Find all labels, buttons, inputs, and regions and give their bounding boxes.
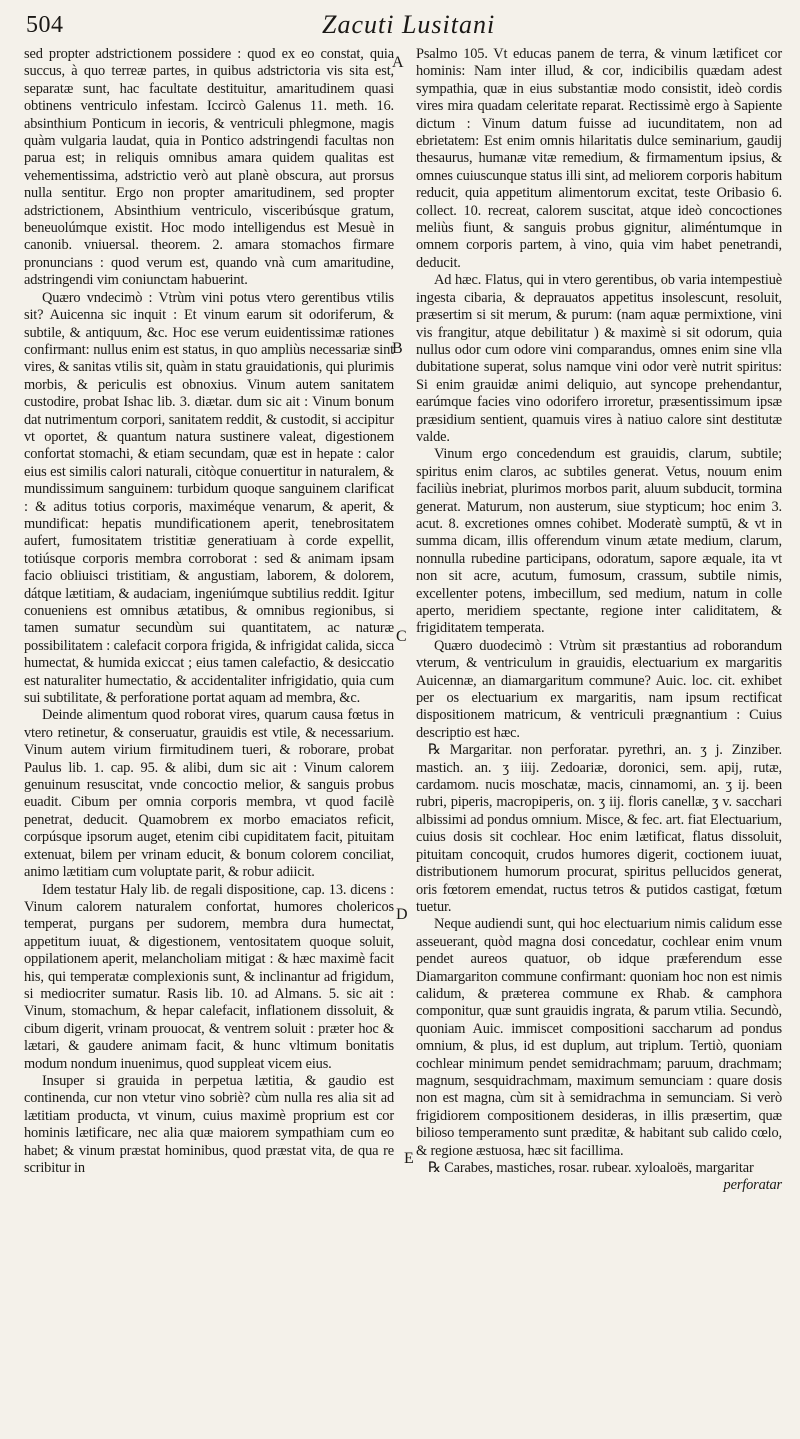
paragraph: Ad hæc. Flatus, qui in vtero gerentibus, ob varia intempestiuè ingesta cibaria, & deprauatos appetitus insolescunt, resoluit, præsertim si sit merum, & purum: (nam aquæ permixtione, vini vis frangitur, atque debilitatur ) & maximè si sit odorum, quia nullus odor cum odore vini comparandus, omnes enim sine vlla dubitatione superat, solus namque vini odor verè nutrit spiritus: Si enim grauidæ animi deliquio, aut syncope prehendantur, earúmque facies vino odorifero irroretur, præsentissimum ipsæ præsidium sentient, quamuis vires à natiuo calore sint destitutæ valde. [416, 272, 782, 445]
paragraph: Vinum ergo concedendum est grauidis, clarum, subtile; spiritus enim claros, ac subtiles generat. Vetus, nouum enim faciliùs inebriat, plurimos morbos parit, aluum subducit, tormina generat. Maturum, non austerum, siue stypticum; hoc enim 3. acut. 8. excretiones omnes cohibet. Moderatè sumptū, & vt in summa dicam, illis offerendum vinum ætate medium, clarum, nonnulla rubedine participans, odoratum, sapore æquale, ita vt non sit acre, acutum, fumosum, crassum, subtile nimis, excellenter potens, imbecillum, sed medium, natum in colle aperto, meridiem spectante, regione inter caliditatem, & frigiditatem temperata. [416, 446, 782, 637]
paragraph: Psalmo 105. Vt educas panem de terra, & vinum lætificet cor hominis: Nam inter illud, & cor, indicibilis quædam adest sympathia, quæ in eius substantiæ modo consistit, ideò cordis vires mira quadam celeritate reparat. Rectissimè ergo à Sapiente dictum : Vinum datum fuisse ad iucunditatem, non ad ebrietatem: Est enim omnis hilaritatis dulce seminarium, gaudij thesaurus, humanæ vitæ remedium, & firmamentum ipsius, & omnes cuiuscunque status illi sint, ad meliorem corporis habitum reducit, quia appetitum alimentorum excitat, teste Oribasio 6. collect. 10. recreat, calorem suscitat, atque ideò concoctiones meliùs fiunt, & sanguis probus gignitur, aliméntumque in omnem corporis partem, à vino, quia vim habet penetrandi, deducit. [416, 46, 782, 271]
paragraph: Neque audiendi sunt, qui hoc electuarium nimis calidum esse asseuerant, quòd magna dosi concedatur, cochlear enim vnum pendet aureos quatuor, ob idque præferendum esse Diamargariton commune confirmant: quoniam hoc non est nimis calidum, & præterea commune ex Rhab. & camphora componitur, quæ sunt grauidis ingrata, & parum vtilia. Secundò, quoniam Auic. immiscet compositioni saccharum ad pondus omnium, & plus, id est duplum, aut triplum. Tertiò, quoniam cochlear minimum pendet semidrachmam; paruum, drachmam; magnum, sesquidrachmam, maximum semunciam : quare dosis non est magna, cùm sit à semidrachma in semunciam. Si verò frigidiorem compositionem desideras, in illis præsertim, quæ bilioso temperamento sunt præditæ, & habitant sub calido cœlo, & regione æstuosa, hæc sit facillima. [416, 916, 782, 1159]
page-header [22, 6, 778, 46]
paragraph: Quæro vndecimò : Vtrùm vini potus vtero gerentibus vtilis sit? Auicenna sic inquit : Et vinum earum sit odoriferum, & subtile, & antiquum, &c. Hoc ese verum euidentissimæ rationes confirmant: nullus enim est status, in quo ampliùs necessariæ sint vires, & sanitas vtilis sit, quàm in statu grauidationis, qui plurimis morbis, & periculis est obnoxius. Vinum autem sanitatem custodire, probat Ishac lib. 3. diætar. dum sic ait : Vinum bonum dat nutrimentum corpori, sanitatem reddit, & custodit, si accipitur vt oportet, & quantum natura sustinere valeat, digestionem confortat stomachi, & etiam secundam, quæ est in hepate : calor eius est similis calori naturali, citòque conuertitur in naturalem, & mundissimum sanguinem: turbidum quoque sanguinem clarificat : & aditus totius corporis, maximéque venarum, & aperit, & mundificat: hepatis mundificationem aperit, tenebrositatem aufert, fumositatem tristitiæ generatiuam à corde expellit, totiúsque corporis membra corroborat : sed & animam ipsam facio obliuisci tristitiam, & angustiam, laborem, & dolorem, dátque lætitiam, & audaciam, ingeniúmque subtilius reddit. Igitur conueniens est omnibus ætatibus, & omnibus regionibus, si tamen sumatur secundùm sui quantitatem, ac naturæ possibilitatem : calefacit corpora frigida, & infrigidat calida, sicca humectat, & humida exiccat ; eius tamen calefactio, & desiccatio est naturaliter humectatio, & accidentaliter infrigidatio, quia cum sui subtilitate, & perforatione portat aquam ad membra, &c. [24, 289, 394, 707]
recipe-paragraph: ℞ Carabes, mastiches, rosar. rubear. xyloaloës, margaritar [428, 1160, 754, 1176]
left-column [24, 46, 394, 1177]
catchword: perforatar [723, 1177, 782, 1194]
right-column [416, 46, 782, 1195]
paragraph: Deinde alimentum quod roborat vires, quarum causa fœtus in vtero retinetur, & conseruatur, grauidis est vtile, & necessarium. Vinum autem virium firmitudinem tueri, & roborare, probat Paulus lib. 1. cap. 95. & alibi, dum sic ait : Vinum calorem genuinum resuscitat, vnde concoctio melior, & sanguis probus euadit. Cibum per omnia corporis membra, vt quod facilè penetrat, deducit. Quamobrem ex morbo emaciatos reficit, corpúsque ipsorum auget, etenim cibi cupiditatem facit, pituitam extenuat, bilem per vrinam educit, & bonum colorem conciliat, animo lætitiam cum voluptate parit, & robur adiicit. [24, 707, 394, 881]
page-number: 504 [26, 12, 64, 38]
paragraph: sed propter adstrictionem possidere : quod ex eo constat, quia succus, à quo terreæ partes, in quibus adstrictoria vis sita est, separatæ sunt, hac facultate destituitur, amaritudinem quasi obtinens ventriculo infestam. Iccircò Galenus 11. meth. 16. absinthium Ponticum in iecoris, & ventriculi phlegmone, magis quàm vulgaria laudat, quia in Pontico adstringendi facultas non parua est; in reliquis omnibus amara quidem qualitas est vehementissima, adstrictio verò aut planè obscura, aut prorsus nulla sentitur. Ergo non propter amaritudinem, sed propter adstrictionem, Absinthium ventriculo, visceribúsque gratum, beneuolúmque existit. Hoc modo intelligendus est Mesuè in canonib. vniuersal. theorem. 2. amara stomachos firmare pronuncians : quod verum est, quando vnà cum amaritudine, adstringendi vim coniunctam habuerint. [24, 46, 394, 289]
margin-letter-d: D [396, 906, 408, 923]
margin-letter-c: C [396, 628, 407, 645]
margin-letter-e: E [404, 1150, 414, 1167]
margin-letter-b: B [392, 340, 403, 357]
paragraph: Insuper si grauida in perpetua lætitia, & gaudio est continenda, cur non vtetur vino sobriè? cùm nulla res alia sit ad lætitiam producta, vt vinum, cuius maximè proprium est cor hominis lætificare, nec alia quæ maiorem sympathiam cum eo habet; & vinum præstat hominibus, quod præstat vita, de qua re scribitur in [24, 1072, 394, 1176]
recipe-paragraph: ℞ Margaritar. non perforatar. pyrethri, an. ʒ j. Zinziber. mastich. an. ʒ iiij. Zedoariæ, doronici, sem. apij, rutæ, cardamom. nucis moschatæ, macis, cinnamomi, an. ʒ ij. been rubri, piperis, macropiperis, on. ʒ iij. floris canellæ, ʒ v. sacchari albissimi ad pondus omnium. Misce, & fec. art. fiat Electuarium, cuius dosis sit cochlear. Hoc enim lætificat, flatus dissoluit, pituitam concoquit, crudos humores digerit, coctionem iuuat, distributionem humorum procurat, spiritus pellucidos generat, oris fœtorem emendat, ructus tetros & putidos castigat, fœtum tuetur. [416, 742, 782, 915]
paragraph: Quæro duodecimò : Vtrùm sit præstantius ad roborandum vterum, & ventriculum in grauidis, electuarium ex margaritis Auicennæ, an diamargaritum commune? Auic. loc. cit. exhibet per os electuarium ex margaritis, nam ipsum rectificat dispositionem matricum, & ventriculi prægnantium : Cuius descriptio est hæc. [416, 637, 782, 741]
margin-letter-a: A [392, 54, 404, 71]
paragraph: Idem testatur Haly lib. de regali dispositione, cap. 13. dicens : Vinum calorem naturalem confortat, humores cholericos temperat, purgans per sudorem, membra dura humectat, appetitum iuuat, & digestionem, ventositatem quoque soluit, oppilationem aperit, melancholiam mitigat : & hæc maximè facit his, qui temperatæ complexionis sunt, & inclinantur ad frigidum, si mediocriter sumatur. Rasis lib. 10. ad Almans. 5. sic ait : Vinum, stomachum, & hepar calefacit, inflationem dissoluit, & cibum digerit, vrinam prouocat, & ventrem soluit : præter hoc & lætari, & gaudere animam facit, & hunc vltimum bonitatis modum nondum inuenimus, quod suppleat vicem eius. [24, 881, 394, 1072]
running-title: Zacuti Lusitani [322, 10, 496, 39]
